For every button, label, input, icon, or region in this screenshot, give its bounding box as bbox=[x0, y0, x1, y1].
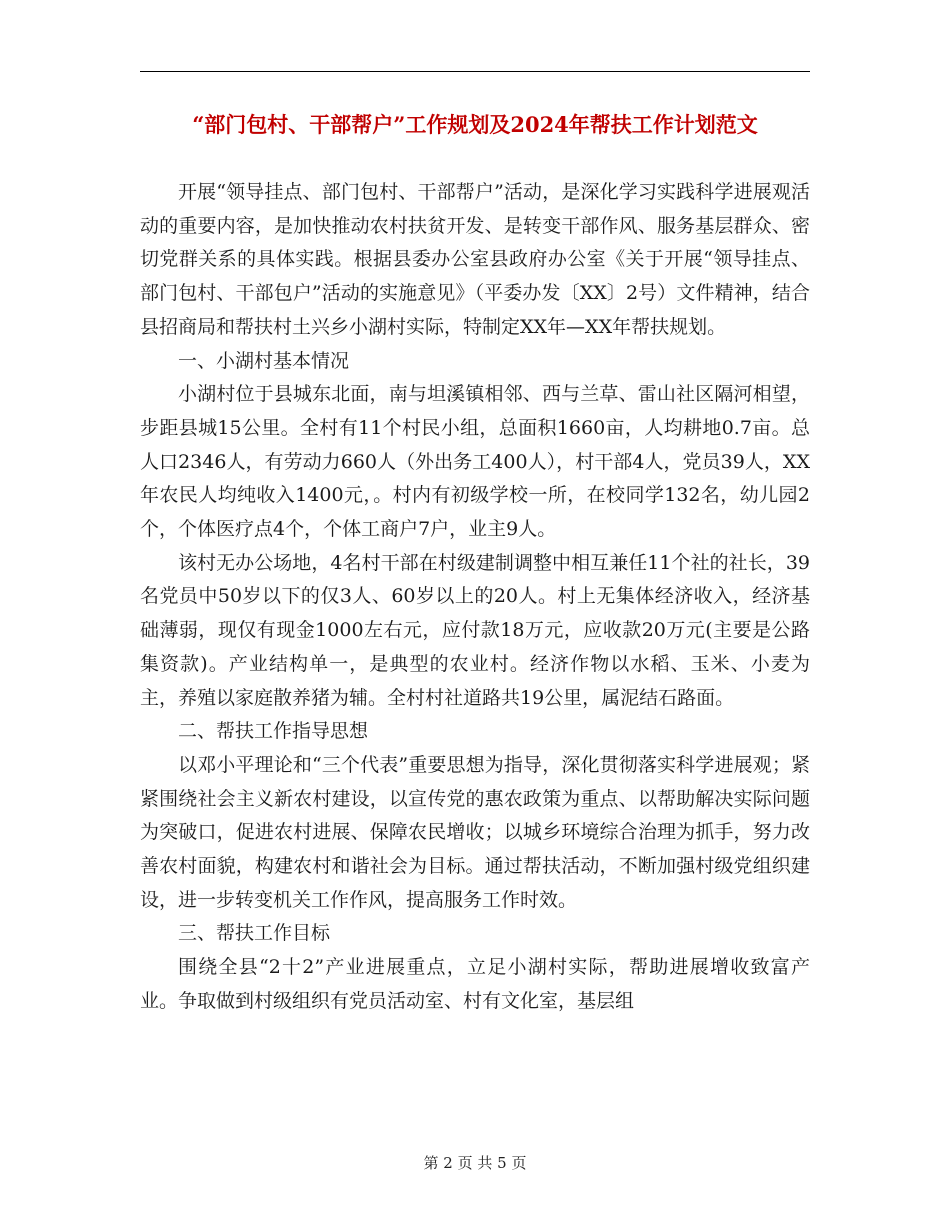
paragraph-village-overview: 小湖村位于县城东北面，南与坦溪镇相邻、西与兰草、雷山社区隔河相望，步距县城15公里。全村有11个村民小组，总面积1660亩，人均耕地0.7亩。总人口2346人，有劳动力660人（外出务工400人），村干部4人，党员39人，XX年农民人均纯收入1400元，。村内有初级学校一所，在校同学132名，幼儿园2个，个体医疗点4个，个体工商户7户，业主9人。 bbox=[140, 383, 810, 541]
header-rule bbox=[140, 71, 810, 72]
document-body bbox=[140, 176, 810, 1019]
paragraph-goals: 围绕全县“2十2”产业进展重点，立足小湖村实际，帮助进展增收致富产业。争取做到村级组织有党员活动室、村有文化室，基层组 bbox=[140, 956, 810, 1012]
section-heading-3: 三、帮扶工作目标 bbox=[178, 922, 331, 945]
paragraph-village-economy: 该村无办公场地，4名村干部在村级建制调整中相互兼任11个社的社长，39名党员中50岁以下的仅3人、60岁以上的20人。村上无集体经济收入，经济基础薄弱，现仅有现金1000左右元，应付款18万元，应收款20万元(主要是公路集资款)。产业结构单一，是典型的农业村。经济作物以水稻、玉米、小麦为主，养殖以家庭散养猪为辅。全村村社道路共19公里，属泥结石路面。 bbox=[140, 551, 810, 709]
page-number-footer: 第 2 页 共 5 页 bbox=[423, 1154, 527, 1172]
paragraph-intro: 开展“领导挂点、部门包村、干部帮户”活动，是深化学习实践科学进展观活动的重要内容，是加快推动农村扶贫开发、是转变干部作风、服务基层群众、密切党群关系的具体实践。根据县委办公室县政府办公室《关于开展“领导挂点、部门包村、干部包户”活动的实施意见》（平委办发〔XX〕2号）文件精神，结合县招商局和帮扶村土兴乡小湖村实际，特制定XX年—XX年帮扶规划。 bbox=[140, 181, 810, 338]
paragraph-guiding-ideology: 以邓小平理论和“三个代表”重要思想为指导，深化贯彻落实科学进展观；紧紧围绕社会主义新农村建设，以宣传党的惠农政策为重点、以帮助解决实际问题为突破口，促进农村进展、保障农民增收；以城乡环境综合治理为抓手，努力改善农村面貌，构建农村和谐社会为目标。通过帮扶活动，不断加强村级党组织建设，进一步转变机关工作作风，提高服务工作时效。 bbox=[140, 753, 810, 911]
document-title: “部门包村、干部帮户”工作规划及2024年帮扶工作计划范文 bbox=[192, 112, 758, 137]
section-heading-1: 一、小湖村基本情况 bbox=[178, 349, 350, 372]
section-heading-2: 二、帮扶工作指导思想 bbox=[178, 720, 369, 743]
